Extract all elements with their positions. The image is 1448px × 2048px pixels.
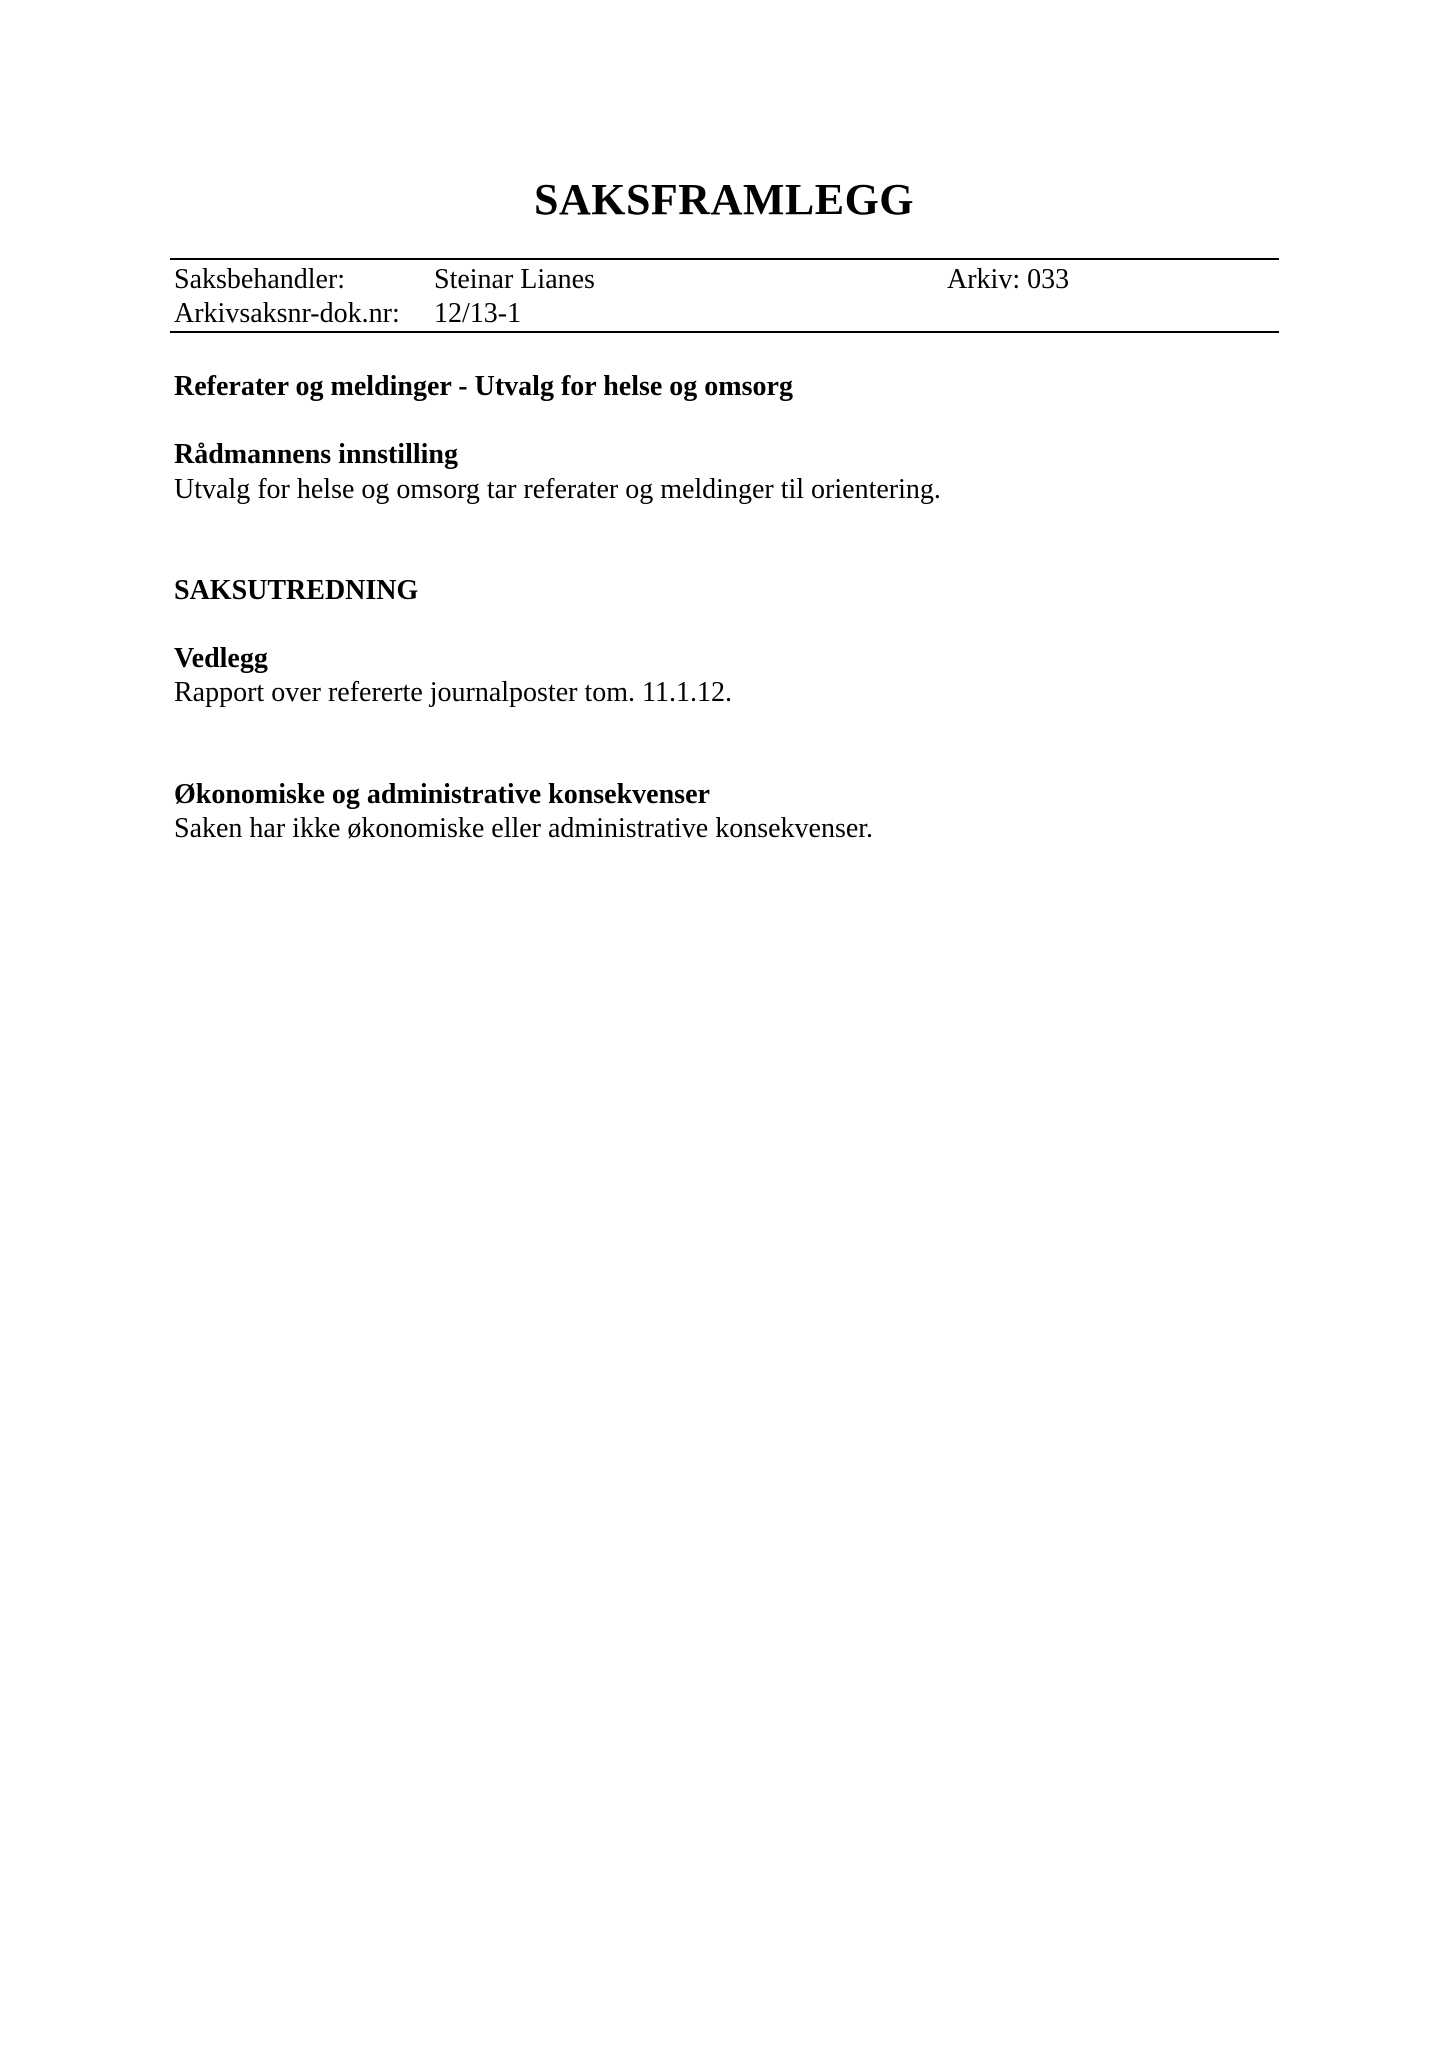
innstilling-heading: Rådmannens innstilling	[174, 439, 458, 470]
saksbehandler-value: Steinar Lianes	[434, 264, 595, 295]
document-title: SAKSFRAMLEGG	[533, 175, 915, 224]
arkiv-value: Arkiv: 033	[947, 264, 1070, 295]
innstilling-text: Utvalg for helse og omsorg tar referater og meldinger til orientering.	[174, 474, 941, 505]
konsekvenser-text: Saken har ikke økonomiske eller administrative konsekvenser.	[174, 813, 874, 844]
konsekvenser-heading: Økonomiske og administrative konsekvenser	[174, 779, 710, 810]
vedlegg-heading: Vedlegg	[174, 643, 268, 674]
subject-heading: Referater og meldinger - Utvalg for helse og omsorg	[174, 371, 793, 402]
header-top-rule	[170, 258, 1279, 260]
arkivsaksnr-value: 12/13-1	[434, 298, 522, 329]
arkivsaksnr-label: Arkivsaksnr-dok.nr:	[174, 298, 400, 329]
vedlegg-text: Rapport over refererte journalposter tom. 11.1.12.	[174, 677, 733, 708]
saksbehandler-label: Saksbehandler:	[174, 264, 346, 295]
saksutredning-heading: SAKSUTREDNING	[174, 575, 419, 606]
header-bottom-rule	[170, 331, 1279, 333]
